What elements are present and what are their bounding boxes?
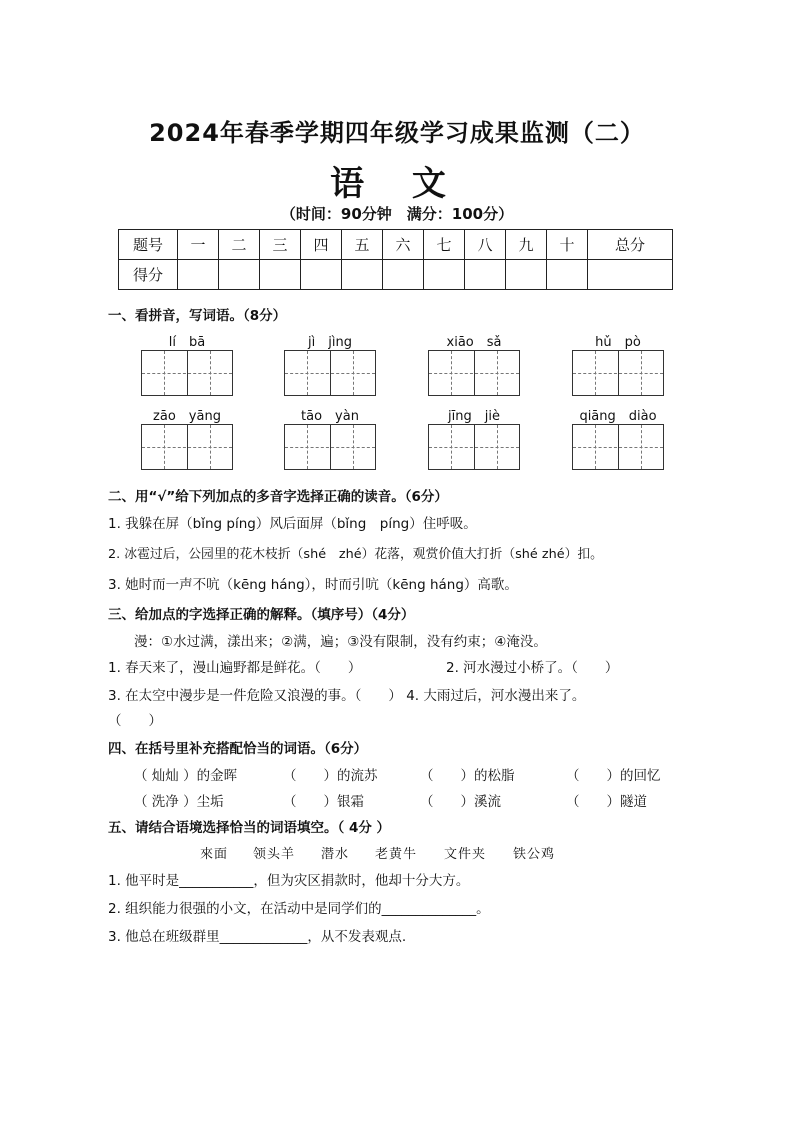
section4-heading: 四、在括号里补充搭配恰当的词语。（6分） [108, 741, 368, 757]
fill-blank-line: 3. 他总在班级群里_____________，从不发表观点. [108, 929, 407, 945]
question-line: 3. 她时而一声不吭（kēng háng），时而引吭（kēng háng）高歌。 [108, 577, 518, 593]
score-cell: 三 [260, 230, 301, 260]
definition-line: 漫：①水过满，漾出来；②满，遍；③没有限制，没有约束；④淹没。 [134, 634, 547, 650]
score-input-cell[interactable] [260, 260, 301, 290]
writing-grid[interactable] [141, 424, 233, 470]
writing-grid[interactable] [141, 350, 233, 396]
question-line: 2. 河水漫过小桥了。（ ） [446, 660, 619, 676]
question-line: 1. 我躲在屏（bǐng píng）风后面屏（bǐng píng）住呼吸。 [108, 516, 477, 532]
writing-grid[interactable] [284, 350, 376, 396]
pinyin-label: zāo yāng [153, 409, 221, 424]
writing-grid[interactable] [428, 424, 520, 470]
phrase-item: （ 灿灿 ）的金晖 [134, 768, 238, 784]
question-line: 3. 在太空中漫步是一件危险又浪漫的事。（ ） 4. 大雨过后，河水漫出来了。 [108, 688, 586, 704]
score-input-cell[interactable] [383, 260, 424, 290]
score-cell: 七 [424, 230, 465, 260]
section3-heading: 三、给加点的字选择正确的解释。（填序号）（4分） [108, 607, 415, 623]
pinyin-label: xiāo sǎ [446, 335, 502, 350]
phrase-item: （ ）的松脂 [420, 768, 515, 784]
section1-heading: 一、看拼音，写词语。（8分） [108, 308, 287, 324]
word-bank-item: 來面 [200, 847, 229, 862]
score-cell: 四 [301, 230, 342, 260]
score-cell: 五 [342, 230, 383, 260]
score-input-cell[interactable] [465, 260, 506, 290]
word-bank-item: 领头羊 [253, 847, 296, 862]
score-cell: 题号 [119, 230, 178, 260]
pinyin-label: tāo yàn [301, 409, 359, 424]
score-table-header-row [119, 230, 673, 260]
phrase-item: （ ）的流苏 [283, 768, 378, 784]
pinyin-label: qiāng diào [579, 409, 657, 424]
score-cell: 总分 [588, 230, 673, 260]
word-bank-item: 铁公鸡 [513, 847, 556, 862]
word-bank-item: 潜水 [321, 847, 350, 862]
fill-blank-line: 2. 组织能力很强的小文，在活动中是同学们的______________。 [108, 901, 490, 917]
time-info: （时间：90分钟 满分：100分） [280, 205, 514, 223]
score-cell: 十 [547, 230, 588, 260]
score-input-cell[interactable] [342, 260, 383, 290]
score-input-cell[interactable] [219, 260, 260, 290]
score-cell: 一 [178, 230, 219, 260]
fill-blank-line: 1. 他平时是___________，但为灾区捐款时，他却十分大方。 [108, 873, 470, 889]
section5-heading: 五、请结合语境选择恰当的词语填空。（ 4分 ） [108, 820, 391, 836]
pinyin-label: jīng jiè [448, 409, 500, 424]
score-input-cell[interactable] [424, 260, 465, 290]
score-cell: 六 [383, 230, 424, 260]
writing-grid[interactable] [572, 424, 664, 470]
word-bank-item: 老黄牛 [375, 847, 418, 862]
pinyin-label: jì jìng [308, 335, 352, 350]
pinyin-label: hǔ pò [595, 335, 641, 350]
writing-grid[interactable] [572, 350, 664, 396]
score-input-cell[interactable] [506, 260, 547, 290]
score-cell: 九 [506, 230, 547, 260]
score-label: 得分 [119, 260, 178, 290]
score-table [118, 229, 673, 290]
subject-title: 语 文 [330, 164, 464, 204]
exam-title: 2024年春季学期四年级学习成果监测（二） [149, 119, 645, 147]
score-input-cell[interactable] [301, 260, 342, 290]
writing-grid[interactable] [428, 350, 520, 396]
answer-brackets: （ ） [108, 713, 162, 729]
pinyin-label: lí bā [168, 335, 206, 350]
question-line: 2. 冰雹过后，公园里的花木枝折（shé zhé）花落，观赏价值大打折（shé zhé）扣。 [108, 547, 603, 562]
phrase-item: （ ）溪流 [420, 794, 501, 810]
phrase-item: （ ）银霜 [283, 794, 364, 810]
score-cell: 八 [465, 230, 506, 260]
word-bank-item: 文件夹 [444, 847, 487, 862]
writing-grid[interactable] [284, 424, 376, 470]
score-input-cell[interactable] [547, 260, 588, 290]
phrase-item: （ ）隧道 [566, 794, 647, 810]
score-input-cell[interactable] [178, 260, 219, 290]
score-cell: 二 [219, 230, 260, 260]
section2-heading: 二、用“√”给下列加点的多音字选择正确的读音。（6分） [108, 489, 448, 505]
phrase-item: （ ）的回忆 [566, 768, 661, 784]
phrase-item: （ 洗净 ）尘垢 [134, 794, 224, 810]
score-input-cell[interactable] [588, 260, 673, 290]
score-table-score-row [119, 260, 673, 290]
question-line: 1. 春天来了，漫山遍野都是鲜花。（ ） [108, 660, 362, 676]
